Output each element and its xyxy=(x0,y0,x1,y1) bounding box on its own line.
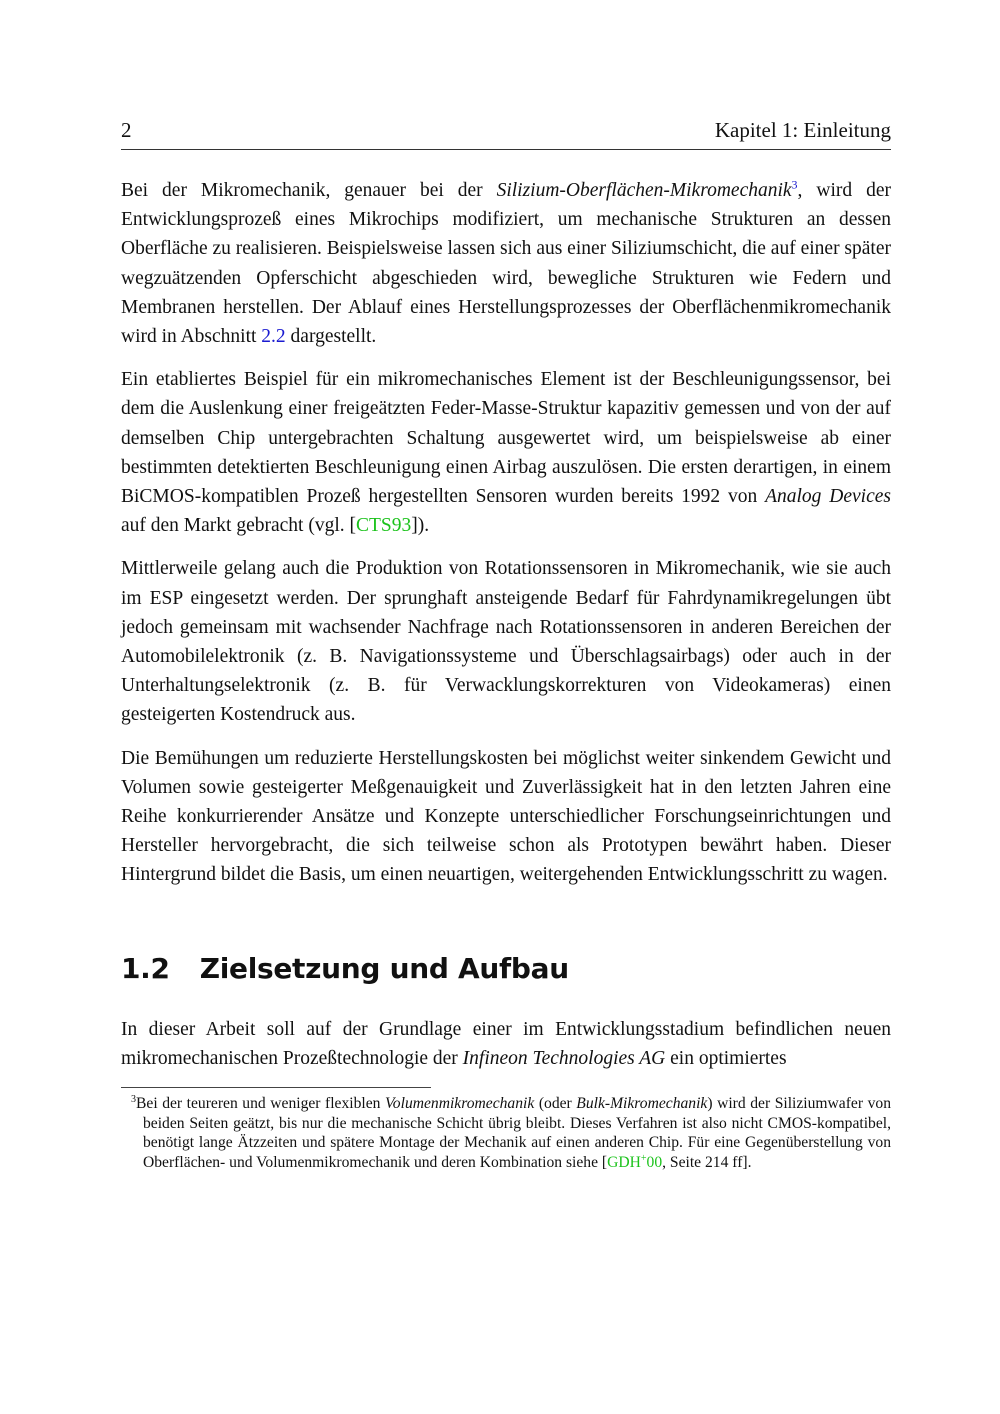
section-ref-link[interactable]: 2.2 xyxy=(261,326,286,348)
paragraph-4: Die Bemühungen um reduzierte Herstellungskosten bei möglichst weiter sinkendem Gewicht und Volumen sowie gesteigerter Meßgenauigkeit und Zuverlässigkeit hat in den letzten Jahren eine Reihe konkurrierender Ansätze und Konzepte unterschiedlicher Forschungseinrichtungen und Hersteller hervorgebracht, die sich teilweise schon als Prototypen bewährt haben. Dieser Hintergrund bildet die Basis, um einen neuartigen, weitergehenden Entwicklungsschritt zu wagen. xyxy=(121,747,891,886)
footnote-rule xyxy=(121,1087,431,1088)
paragraph-3: Mittlerweile gelang auch die Produktion von Rotationssensoren in Mikromechanik, wie sie auch im ESP eingesetzt werden. Der sprunghaft ansteigende Bedarf für Fahrdynamikregelungen übt jedoch gemeinsam mit wachsender Nachfrage nach Rotationssensoren in anderen Bereichen der Automobilelektronik (z. B. Navigationssysteme und Überschlagsairbags) oder auch in der Unterhaltungselektronik (z. B. für Verwacklungskorrekturen von Videokameras) einen gesteigerten Kostendruck aus. xyxy=(121,558,891,726)
footnote: $^3$Bei der teureren und weniger flexiblen Volumenmikromechanik (oder Bulk-Mikromechanik) wird der Siliziumwafer von beiden Seiten geätzt, bis nur die mechanische Schicht übrig bleibt. Dieses Verfahren ist also nicht CMOS-kompatibel, benötigt lange Ätzzeiten und spätere Montage der Mechanik auf einen anderen Chip. Für eine Gegenüberstellung von Oberflächen- und Volumenmikromechanik und deren Kombination siehe [GDH+00, Seite 214 ff]. xyxy=(131,1093,891,1171)
paragraph-5: In dieser Arbeit soll auf der Grundlage einer im Entwicklungsstadium befindlichen neuen mikromechanischen Prozeßtechnologie der Infineon Technologies AG ein optimiertes xyxy=(121,1018,891,1069)
paragraph-2: Ein etabliertes Beispiel für ein mikromechanisches Element ist der Beschleunigungssensor, bei dem die Auslenkung einer freigeätzten Feder-Masse-Struktur kapazitiv gemessen und von der auf demselben Chip untergebrachten Schaltung ausgewertet wird, um beispielsweise ab einer bestimmten detektierten Beschleunigung einen Airbag auszulösen. Die ersten derartigen, in einem BiCMOS-kompatiblen Prozeß hergestellten Sensoren wurden bereits 1992 von Analog Devices auf den Markt gebracht (vgl. [CTS93]). xyxy=(121,369,891,537)
section-title: Zielsetzung und Aufbau xyxy=(199,951,569,985)
citation-link[interactable]: CTS93 xyxy=(356,515,412,537)
running-head xyxy=(121,118,891,150)
chapter-title: Kapitel 1: Einleitung xyxy=(714,118,891,142)
emphasis-company: Analog Devices xyxy=(765,486,891,508)
paragraph-1: Bei der Mikromechanik, genauer bei der Silizium-Oberflächen-Mikromechanik$^3$, wird der Entwicklungsprozeß eines Mikrochips modifiziert, um mechanische Strukturen an dessen Oberfläche zu realisieren. Beispielsweise lassen sich aus einer Siliziumschicht, die auf einer später wegzuätzenden Opferschicht abgeschieden wird, bewegliche Strukturen wie Federn und Membranen herstellen. Der Ablauf eines Herstellungsprozesses der Oberflächenmikromechanik wird in Abschnitt 2.2 dargestellt. xyxy=(121,177,891,348)
citation-link[interactable]: GDH+00 xyxy=(607,1152,663,1171)
emphasis-company: Infineon Technologies AG xyxy=(462,1047,666,1069)
section-heading xyxy=(121,952,891,985)
page-number: 2 xyxy=(121,118,132,142)
page xyxy=(121,118,891,1172)
body-text xyxy=(121,176,891,1073)
footnote-mark-link[interactable]: 3 xyxy=(791,177,798,192)
footnote-mark: 3 xyxy=(131,1093,136,1105)
emphasis-term: Silizium-Oberflächen-Mikromechanik xyxy=(496,180,792,201)
section-number: 1.2 xyxy=(121,951,170,985)
